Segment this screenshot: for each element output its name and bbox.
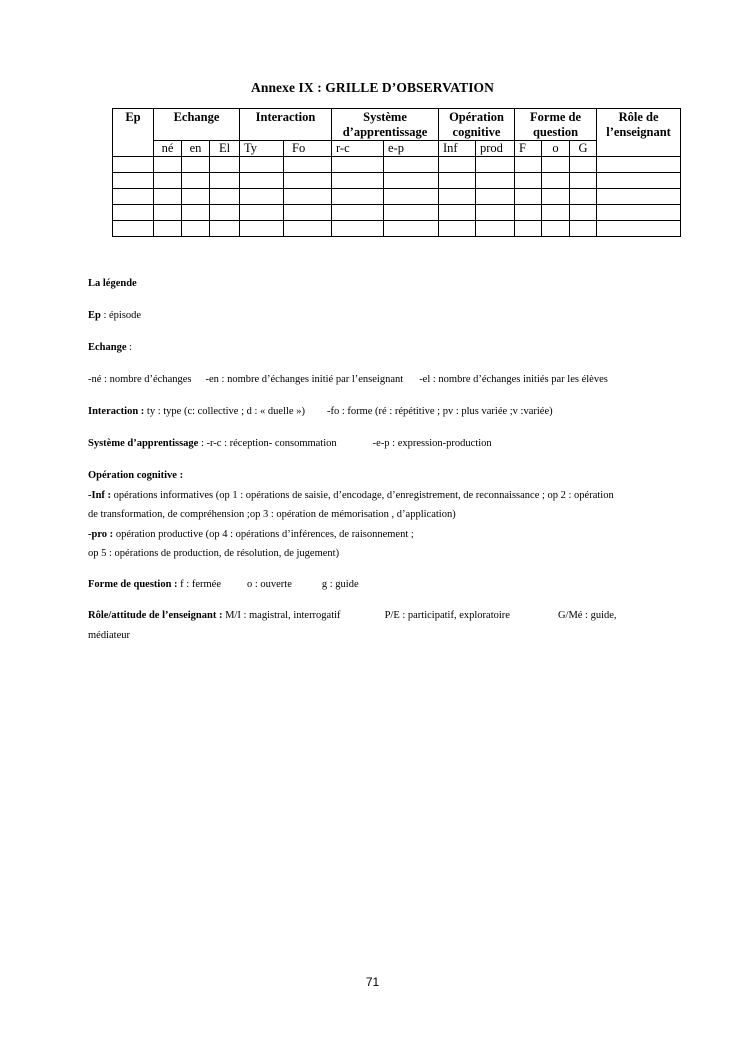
header-forme: Forme de question — [515, 109, 597, 141]
subheader-cell: o — [542, 141, 570, 157]
header-role: Rôle de l’enseignant — [597, 109, 681, 157]
header-operation: Opération cognitive — [439, 109, 515, 141]
subheader-cell: en — [182, 141, 210, 157]
subheader-row — [113, 141, 681, 157]
subheader-cell: r-c — [332, 141, 384, 157]
legend-title: La légende — [88, 278, 137, 289]
table-row — [113, 173, 681, 189]
table-row — [113, 157, 681, 173]
header-systeme: Système d’apprentissage — [332, 109, 439, 141]
legend-echange-items: -né : nombre d’échanges -en : nombre d’échanges initié par l’enseignant -el : nombre d’échanges initiés par les élèves — [88, 374, 608, 385]
subheader-cell: Fo — [284, 141, 332, 157]
subheader-cell: Inf — [439, 141, 476, 157]
header-row — [113, 109, 681, 141]
legend-interaction: Interaction : ty : type (c: collective ; d : « duelle ») -fo : forme (ré : répétitive ; pv : plus variée ;v :variée) — [88, 406, 553, 417]
subheader-cell: G — [570, 141, 597, 157]
legend-systeme: Système d’apprentissage : -r-c : réception- consommation -e-p : expression-production — [88, 438, 492, 449]
header-ep: Ep — [113, 109, 154, 157]
legend-role: Rôle/attitude de l’enseignant : M/I : magistral, interrogatif P/E : participatif, exploratoire G/Mé : guide, médiateur — [88, 610, 617, 641]
legend-echange: Echange : — [88, 342, 133, 353]
observation-grid — [112, 108, 681, 237]
subheader-cell: El — [210, 141, 240, 157]
subheader-cell: Ty — [240, 141, 284, 157]
subheader-cell: prod — [476, 141, 515, 157]
subheader-cell: e-p — [384, 141, 439, 157]
table-row — [113, 189, 681, 205]
legend-ep: Ep : épisode — [88, 310, 142, 321]
legend-operation: Opération cognitive : -Inf : opérations informatives (op 1 : opérations de saisie, d’encodage, d’enregistrement, de reconnaissance ; op 2 : opération de transformation, de compréhension ;op 3 : opération de mémorisation , d’application) -pro : opération productive (op 4 : opérations d’inférences, de raisonnement ; op 5 : opérations de production, de résolution, de jugement) — [88, 470, 614, 559]
header-interaction: Interaction — [240, 109, 332, 141]
table-row — [113, 221, 681, 237]
header-echange: Echange — [154, 109, 240, 141]
subheader-cell: F — [515, 141, 542, 157]
legend-forme: Forme de question : f : fermée o : ouverte g : guide — [88, 579, 359, 590]
subheader-cell: né — [154, 141, 182, 157]
page-title: Annexe IX : GRILLE D’OBSERVATION — [250, 80, 495, 95]
table-row — [113, 205, 681, 221]
page-number: 71 — [365, 975, 380, 989]
